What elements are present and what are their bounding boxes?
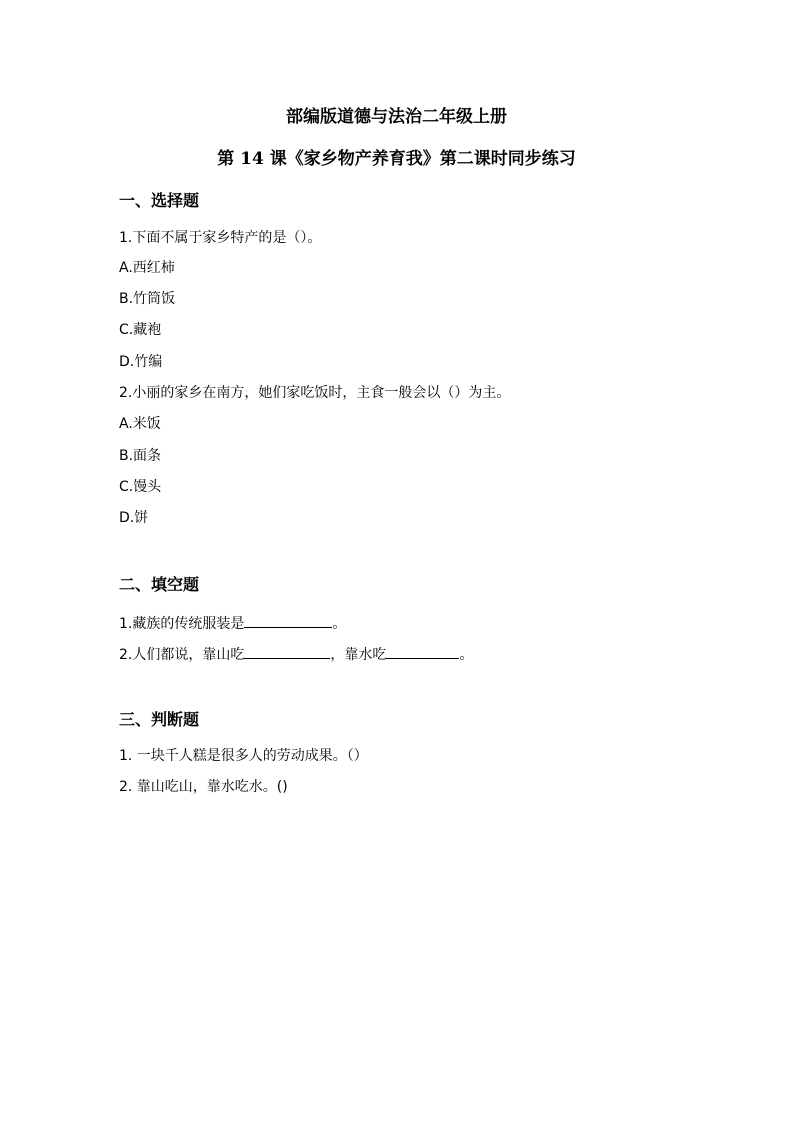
fill-q2-text-middle: ，靠水吃 — [330, 647, 387, 663]
choice-q2-option-a: A.米饭 — [119, 416, 161, 432]
fill-q1-blank — [244, 612, 332, 628]
section-heading-judge: 三、判断题 — [119, 710, 200, 729]
fill-question-1 — [119, 612, 346, 634]
fill-question-2 — [119, 643, 473, 665]
choice-q2-option-c: C.馒头 — [119, 479, 162, 495]
document-subtitle: 第 14 课《家乡物产养育我》第二课时同步练习 — [217, 149, 576, 169]
choice-q2-option-b: B.面条 — [119, 448, 162, 464]
fill-q2-blank-1 — [244, 643, 330, 659]
section-heading-fill: 二、填空题 — [119, 575, 200, 594]
choice-question-2: 2.小丽的家乡在南方，她们家吃饭时，主食一般会以（）为主。 — [119, 385, 511, 401]
choice-q1-option-a: A.西红柿 — [119, 260, 175, 276]
fill-q2-text-after: 。 — [459, 647, 474, 663]
choice-q2-option-d: D.饼 — [119, 510, 149, 526]
choice-question-1: 1.下面不属于家乡特产的是（）。 — [119, 230, 322, 246]
choice-q1-option-d: D.竹编 — [119, 354, 163, 370]
judge-question-1: 1. 一块千人糕是很多人的劳动成果。（） — [119, 748, 368, 764]
fill-q1-text-before: 1.藏族的传统服装是 — [119, 616, 245, 632]
document-title: 部编版道德与法治二年级上册 — [286, 107, 507, 127]
section-heading-choice: 一、选择题 — [119, 191, 200, 210]
choice-q1-option-b: B.竹筒饭 — [119, 291, 176, 307]
choice-q1-option-c: C.藏袍 — [119, 322, 162, 338]
fill-q2-blank-2 — [386, 643, 459, 659]
fill-q2-text-before: 2.人们都说，靠山吃 — [119, 647, 245, 663]
fill-q1-text-after: 。 — [332, 616, 347, 632]
judge-question-2: 2. 靠山吃山，靠水吃水。() — [119, 779, 288, 795]
